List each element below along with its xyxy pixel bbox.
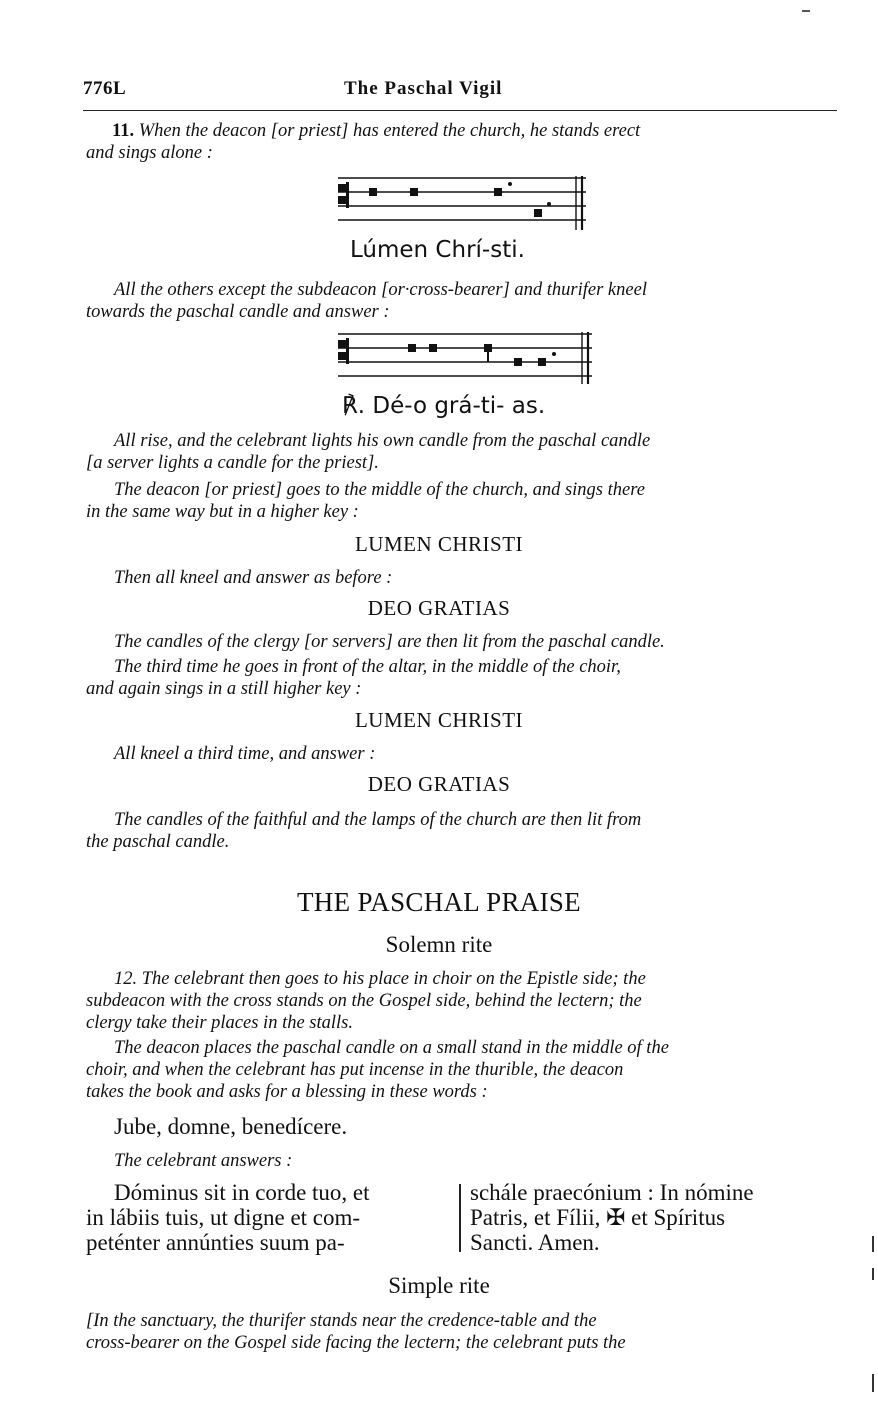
blessing-right-line: Patris, et Fílii, ✠ et Spíritus: [470, 1205, 726, 1230]
scan-edge-mark: [872, 1268, 874, 1280]
scan-edge-mark: [872, 1374, 874, 1392]
lumen-christi-2: LUMEN CHRISTI: [354, 708, 524, 732]
column-divider: [459, 1184, 461, 1252]
faithful-candles-cont: the paschal candle.: [86, 832, 230, 852]
simple-rite-line2: cross-bearer on the Gospel side facing the lectern; the celebrant puts the: [86, 1333, 626, 1353]
jube-domne: Jube, domne, benedícere.: [114, 1114, 348, 1139]
others-kneel-cont: towards the paschal candle and answer :: [86, 302, 390, 322]
third-time-cont: and again sings in a still higher key :: [86, 679, 362, 699]
chant-staff-deo: [334, 328, 596, 390]
faithful-candles: The candles of the faithful and the lamps of the church are then lit from: [114, 810, 642, 830]
blessing-left-line: peténter annúnties suum pa-: [86, 1230, 345, 1255]
third-time: The third time he goes in front of the altar, in the middle of the choir,: [114, 657, 621, 677]
scan-edge-mark: [872, 1236, 874, 1252]
deacon-goes-cont: in the same way but in a higher key :: [86, 502, 359, 522]
all-rise: All rise, and the celebrant lights his own candle from the paschal candle: [114, 431, 651, 451]
blessing-left-column: [86, 1180, 452, 1255]
celebrant-answers: The celebrant answers :: [114, 1151, 293, 1171]
candles-clergy: The candles of the clergy [or servers] are then lit from the paschal candle.: [114, 632, 665, 652]
para-12-line2: subdeacon with the cross stands on the Gospel side, behind the lectern; the: [86, 991, 642, 1011]
header-rule: [83, 110, 837, 111]
deacon-goes: The deacon [or priest] goes to the middle of the church, and sings there: [114, 480, 645, 500]
blessing-left-line: Dóminus sit in corde tuo, et: [114, 1180, 370, 1205]
all-rise-cont: [a server lights a candle for the priest].: [86, 453, 379, 473]
kneel-third: All kneel a third time, and answer :: [114, 744, 376, 764]
deacon-places-line3: takes the book and asks for a blessing in these words :: [86, 1082, 488, 1102]
section-11-intro-cont: and sings alone :: [86, 143, 213, 163]
blessing-left-line: in lábiis tuis, ut digne et com-: [86, 1205, 361, 1230]
subheading-simple-rite: Simple rite: [388, 1273, 490, 1298]
para-12-line1: 12. The celebrant then goes to his place in choir on the Epistle side; the: [114, 969, 646, 989]
kneel-before: Then all kneel and answer as before :: [114, 568, 393, 588]
section-11-intro: 11. When the deacon [or priest] has entered the church, he stands erect: [112, 121, 641, 141]
para-12-line3: clergy take their places in the stalls.: [86, 1013, 353, 1033]
others-kneel: All the others except the subdeacon [or·cross-bearer] and thurifer kneel: [114, 280, 647, 300]
chant-text-lumen: Lúmen Chrí-sti.: [350, 237, 525, 263]
blessing-right-column: [470, 1180, 838, 1255]
subheading-solemn-rite: Solemn rite: [385, 932, 493, 957]
section-title-paschal-praise: THE PASCHAL PRAISE: [297, 887, 581, 917]
simple-rite-line1: [In the sanctuary, the thurifer stands near the credence-table and the: [86, 1311, 597, 1331]
chant-staff-lumen: [334, 172, 590, 236]
page-number: 776L: [83, 78, 127, 99]
deo-gratias-1: DEO GRATIAS: [367, 596, 511, 620]
deacon-places-line1: The deacon places the paschal candle on a small stand in the middle of the: [114, 1038, 669, 1058]
chant-text-deo: ℟. Dé-o grá-ti- as.: [342, 393, 546, 419]
blessing-right-line: Sancti. Amen.: [470, 1230, 600, 1255]
scan-edge-mark: [802, 10, 810, 12]
deo-gratias-2: DEO GRATIAS: [367, 772, 511, 796]
blessing-right-line: schále praecónium : In nómine: [470, 1180, 754, 1205]
running-title: The Paschal Vigil: [344, 78, 503, 99]
lumen-christi-1: LUMEN CHRISTI: [354, 532, 524, 556]
deacon-places-line2: choir, and when the celebrant has put incense in the thurible, the deacon: [86, 1060, 624, 1080]
